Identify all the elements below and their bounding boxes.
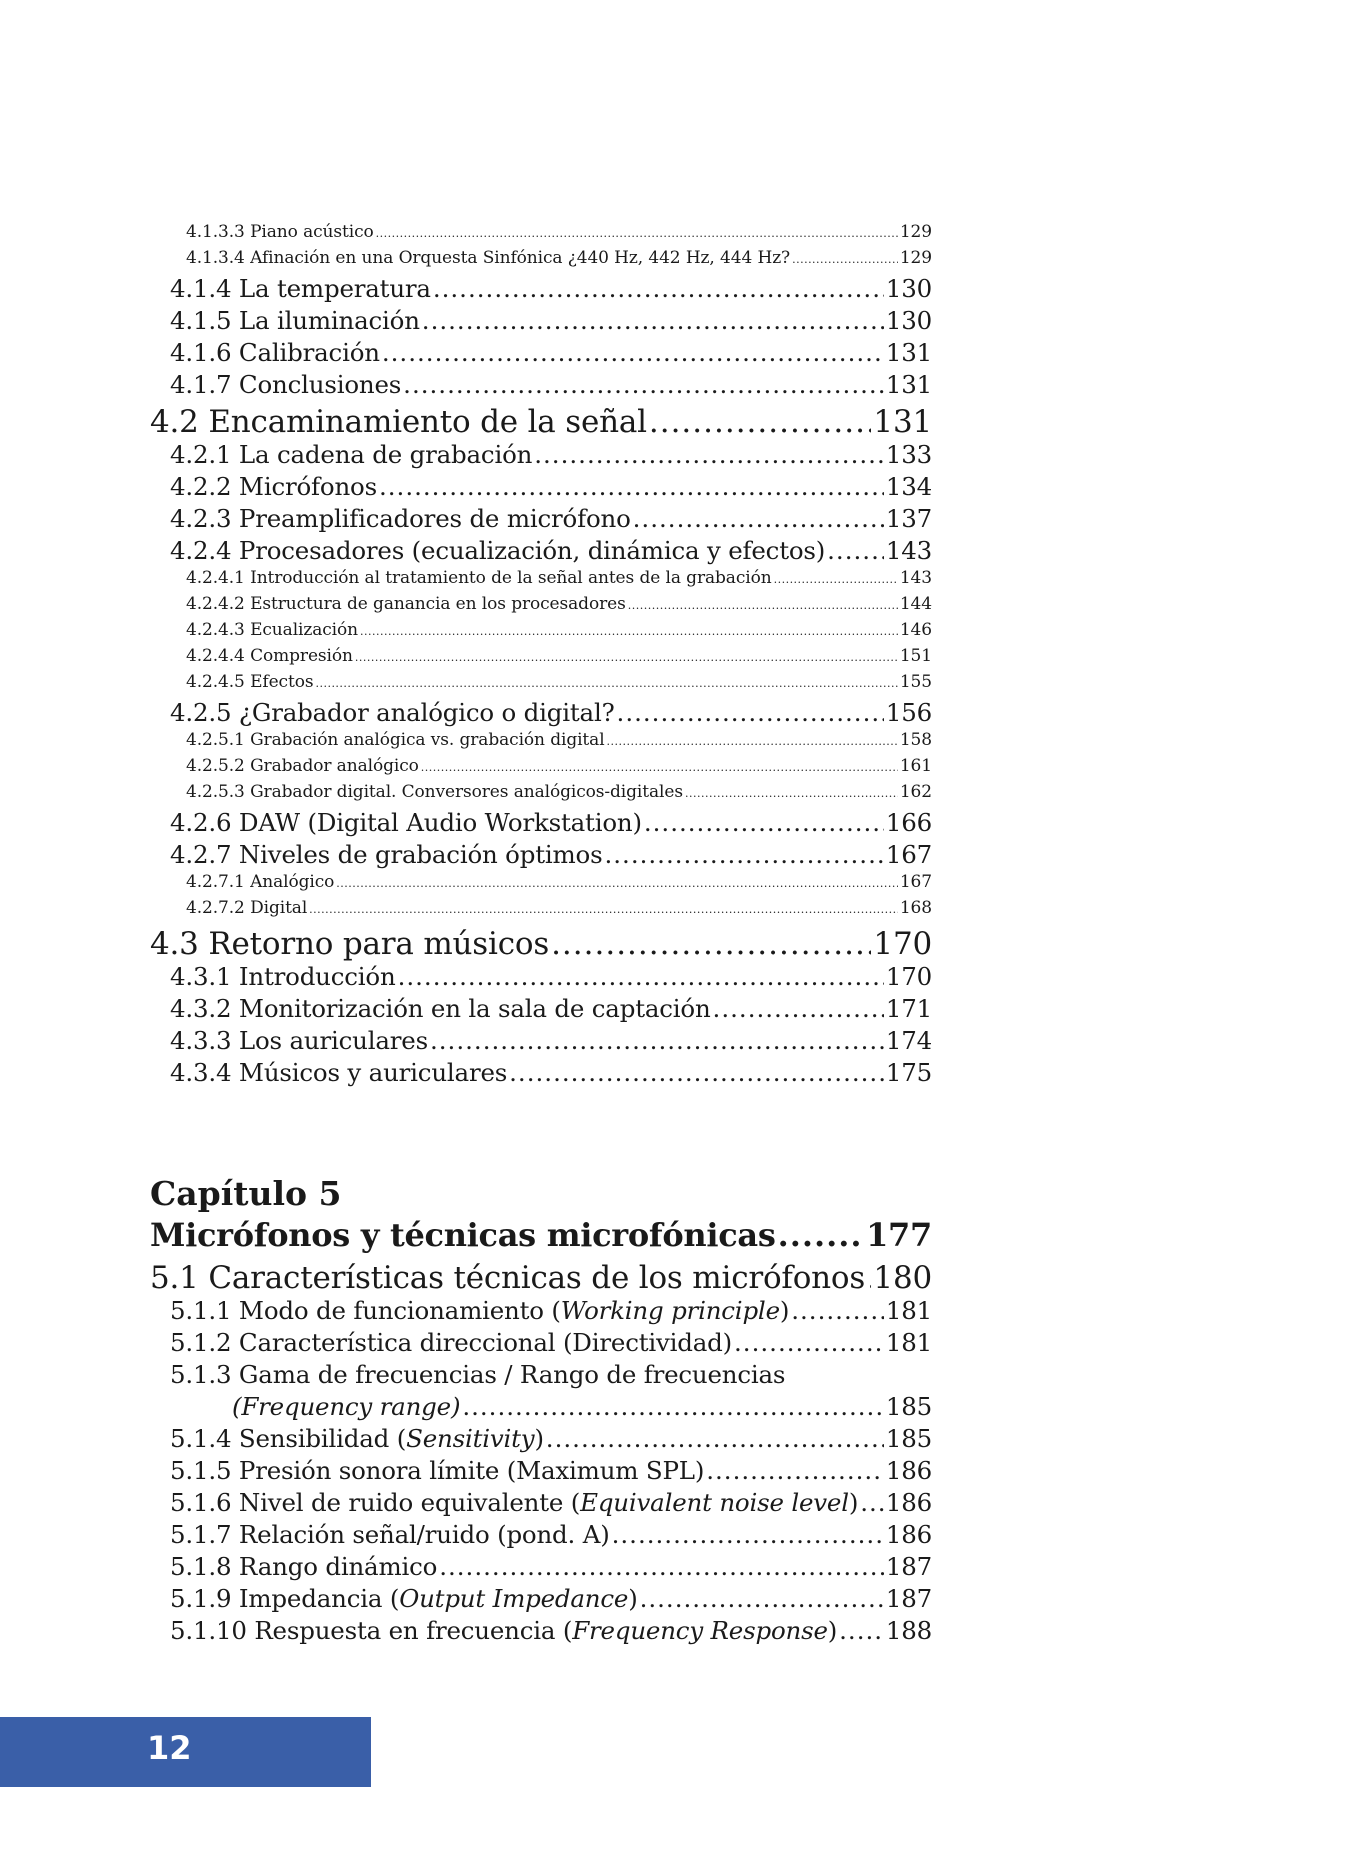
toc-entry[interactable] [150, 248, 932, 274]
toc-entry[interactable] [150, 370, 932, 402]
dot-leader [336, 877, 898, 890]
toc-entry-page: 161 [899, 756, 932, 776]
toc-entry[interactable] [150, 504, 932, 536]
toc-entry-title: 4.2.7.1 Analógico [186, 872, 335, 892]
toc-entry-page: 162 [899, 782, 932, 802]
toc-entry-title: 5.1 Características técnicas de los micrófonos [150, 1260, 866, 1296]
toc-entry[interactable] [150, 594, 932, 620]
toc-entry-title: 4.2.4 Procesadores (ecualización, dinámica y efectos) [170, 536, 826, 565]
dot-leader [778, 1216, 865, 1254]
toc-entry-page: 158 [899, 730, 932, 750]
toc-entry[interactable] [150, 898, 932, 924]
dot-leader [421, 761, 898, 774]
dot-leader [355, 651, 898, 664]
toc-entry[interactable] [150, 1520, 932, 1552]
toc-entry-page: 134 [885, 472, 932, 501]
toc-entry-title: 4.3 Retorno para músicos [150, 926, 550, 962]
dot-leader [398, 962, 884, 991]
toc-entry[interactable] [150, 274, 932, 306]
dot-leader [734, 1328, 884, 1357]
dot-leader [685, 787, 898, 800]
dot-leader [509, 1058, 884, 1087]
toc-entry-page: 129 [899, 222, 932, 242]
dot-leader [430, 1026, 884, 1055]
chapter-page: 177 [866, 1216, 932, 1254]
toc-entry[interactable] [150, 926, 932, 962]
toc-entry-title: 5.1.7 Relación señal/ruido (pond. A) [170, 1520, 610, 1549]
toc-entry[interactable] [150, 568, 932, 594]
toc-entry-title: 4.2 Encaminamiento de la señal [150, 404, 647, 440]
toc-entry[interactable] [150, 1260, 932, 1296]
toc-entry-title: 5.1.10 Respuesta en frecuencia (Frequency Response) [170, 1616, 838, 1645]
dot-leader [422, 306, 884, 335]
toc-entry[interactable] [150, 730, 932, 756]
toc-entry[interactable] [150, 1360, 932, 1392]
dot-leader [706, 1456, 884, 1485]
toc-entry-title: 4.2.4.4 Compresión [186, 646, 353, 666]
dot-leader [774, 573, 898, 586]
toc-entry-page: 188 [885, 1616, 932, 1645]
dot-leader [791, 1296, 884, 1325]
toc-entry-title: 4.3.4 Músicos y auriculares [170, 1058, 508, 1087]
dot-leader [649, 404, 872, 440]
toc-entry-page: 131 [873, 404, 932, 440]
dot-leader [860, 1488, 884, 1517]
toc-entry-title: 4.2.7.2 Digital [186, 898, 308, 918]
toc-entry-page: 129 [899, 248, 932, 268]
toc-entry-page: 171 [885, 994, 932, 1023]
dot-leader [839, 1616, 884, 1645]
toc-entry[interactable] [150, 698, 932, 730]
toc-entry-title: 4.2.4.2 Estructura de ganancia en los procesadores [186, 594, 626, 614]
toc-entry-title: 4.1.3.4 Afinación en una Orquesta Sinfónica ¿440 Hz, 442 Hz, 444 Hz? [186, 248, 791, 268]
toc-entry-page: 144 [899, 594, 932, 614]
toc-entry[interactable] [150, 1058, 932, 1090]
toc-entry[interactable] [150, 472, 932, 504]
toc-entry[interactable] [150, 620, 932, 646]
toc-entry-page: 137 [885, 504, 932, 533]
dot-leader [551, 926, 871, 962]
toc-entry[interactable] [150, 782, 932, 808]
toc-entry-title: 4.2.7 Niveles de grabación óptimos [170, 840, 603, 869]
dot-leader [607, 735, 898, 748]
page-number-box [0, 1717, 371, 1787]
toc-entry-title: 4.3.2 Monitorización en la sala de captación [170, 994, 711, 1023]
toc-entry-page: 180 [873, 1260, 932, 1296]
toc-entry[interactable] [150, 994, 932, 1026]
toc-entry-title: 4.1.7 Conclusiones [170, 370, 402, 399]
toc-entry[interactable] [150, 1616, 932, 1648]
toc-entry-page: 151 [899, 646, 932, 666]
toc-entry-title: 5.1.6 Nivel de ruido equivalente (Equivalent noise level) [170, 1488, 859, 1517]
dot-leader [534, 440, 884, 469]
dot-leader [792, 253, 898, 266]
toc-entry[interactable] [150, 646, 932, 672]
toc-entry-page: 170 [885, 962, 932, 991]
dot-leader [376, 227, 898, 240]
chapter-label: Capítulo 5 [150, 1174, 342, 1213]
toc-entry[interactable] [150, 1328, 932, 1360]
toc-entry-title: 4.2.6 DAW (Digital Audio Workstation) [170, 808, 642, 837]
toc-entry-page: 186 [885, 1488, 932, 1517]
toc-entry-page: 131 [885, 370, 932, 399]
toc-entry-title: 4.3.3 Los auriculares [170, 1026, 428, 1055]
dot-leader [403, 370, 884, 399]
toc-list [150, 222, 932, 1090]
toc-entry-page: 167 [885, 840, 932, 869]
toc-entry-page: 187 [885, 1552, 932, 1581]
toc-entry[interactable] [150, 808, 932, 840]
toc-entry-title: 4.1.3.3 Piano acústico [186, 222, 374, 242]
toc-entry-title: 4.2.4.3 Ecualización [186, 620, 359, 640]
dot-leader [309, 903, 898, 916]
toc-entry-title: 5.1.1 Modo de funcionamiento (Working principle) [170, 1296, 790, 1325]
toc-entry[interactable] [150, 872, 932, 898]
toc-entry-title: 5.1.2 Característica direccional (Directividad) [170, 1328, 733, 1357]
toc-entry-title: 4.2.5.2 Grabador analógico [186, 756, 419, 776]
toc-entry-title: 4.1.4 La temperatura [170, 274, 431, 303]
toc-entry[interactable] [150, 222, 932, 248]
toc-entry-title: 5.1.3 Gama de frecuencias / Rango de frecuencias [170, 1360, 786, 1389]
toc-entry-page: 143 [899, 568, 932, 588]
toc-entry-title: 5.1.4 Sensibilidad (Sensitivity) [170, 1424, 544, 1453]
toc-entry[interactable] [150, 756, 932, 782]
dot-leader [360, 625, 898, 638]
toc-entry[interactable] [150, 672, 932, 698]
dot-leader [612, 1520, 884, 1549]
toc-entry-title: 4.2.5 ¿Grabador analógico o digital? [170, 698, 615, 727]
toc-entry-page: 167 [899, 872, 932, 892]
toc-entry-page: 156 [885, 698, 932, 727]
chapter-title-entry[interactable] [150, 1216, 932, 1258]
dot-leader [433, 274, 884, 303]
dot-leader [462, 1392, 884, 1421]
toc-entry[interactable] [150, 962, 932, 994]
toc-entry-title: 5.1.8 Rango dinámico [170, 1552, 438, 1581]
dot-leader [640, 1584, 884, 1613]
dot-leader [628, 599, 898, 612]
toc-entry[interactable] [150, 1424, 932, 1456]
dot-leader [604, 840, 883, 869]
toc-entry[interactable] [150, 1392, 932, 1424]
toc-entry-page: 185 [885, 1424, 932, 1453]
toc-entry[interactable] [150, 1488, 932, 1520]
toc-entry[interactable] [150, 1296, 932, 1328]
toc-entry-page: 175 [885, 1058, 932, 1087]
dot-leader [827, 536, 884, 565]
toc-entry-page: 146 [899, 620, 932, 640]
dot-leader [633, 504, 884, 533]
dot-leader [644, 808, 884, 837]
toc-entry[interactable] [150, 536, 932, 568]
toc-entry[interactable] [150, 440, 932, 472]
dot-leader [713, 994, 884, 1023]
dot-leader [382, 338, 884, 367]
chapter-title: Micrófonos y técnicas microfónicas [150, 1216, 776, 1254]
toc-entry-page: 170 [873, 926, 932, 962]
toc-entry-title: 4.2.4.1 Introducción al tratamiento de la señal antes de la grabación [186, 568, 772, 588]
toc-entry-title: 4.2.3 Preamplificadores de micrófono [170, 504, 631, 533]
toc-entry[interactable] [150, 1026, 932, 1058]
dot-leader [315, 677, 897, 690]
toc-entry-page: 185 [885, 1392, 932, 1421]
toc-entry[interactable] [150, 404, 932, 440]
toc-entry-page: 187 [885, 1584, 932, 1613]
dot-leader [546, 1424, 884, 1453]
toc-entry-title: 4.2.5.1 Grabación analógica vs. grabación digital [186, 730, 605, 750]
toc-entry-page: 133 [885, 440, 932, 469]
toc-entry-title: 4.1.6 Calibración [170, 338, 380, 367]
dot-leader [617, 698, 884, 727]
toc-entry-page: 181 [885, 1296, 932, 1325]
toc-entry-page: 131 [885, 338, 932, 367]
toc-entry-title: 4.2.2 Micrófonos [170, 472, 377, 501]
table-of-contents [150, 222, 932, 1648]
dot-leader [379, 472, 884, 501]
toc-entry-title: 4.2.1 La cadena de grabación [170, 440, 533, 469]
toc-entry-page: 168 [899, 898, 932, 918]
toc-entry-title: 4.1.5 La iluminación [170, 306, 420, 335]
toc-entry-page: 174 [885, 1026, 932, 1055]
toc-entry-page: 143 [885, 536, 932, 565]
toc-entry[interactable] [150, 1584, 932, 1616]
dot-leader [439, 1552, 884, 1581]
toc-entry[interactable] [150, 1552, 932, 1584]
toc-entry[interactable] [150, 338, 932, 370]
toc-entry[interactable] [150, 306, 932, 338]
toc-entry-title: (Frequency range) [232, 1392, 461, 1421]
chapter-5-block [150, 1174, 932, 1648]
page-number: 12 [147, 1729, 192, 1767]
dot-leader [867, 1260, 871, 1296]
toc-entry[interactable] [150, 840, 932, 872]
toc-entry-title: 5.1.9 Impedancia (Output Impedance) [170, 1584, 638, 1613]
toc-entry-page: 186 [885, 1520, 932, 1549]
chapter-5-entries [150, 1260, 932, 1648]
toc-entry-title: 4.2.4.5 Efectos [186, 672, 314, 692]
toc-entry[interactable] [150, 1456, 932, 1488]
toc-entry-page: 186 [885, 1456, 932, 1485]
toc-entry-page: 130 [885, 306, 932, 335]
toc-entry-page: 155 [899, 672, 932, 692]
toc-entry-title: 4.2.5.3 Grabador digital. Conversores analógicos-digitales [186, 782, 683, 802]
toc-entry-title: 5.1.5 Presión sonora límite (Maximum SPL) [170, 1456, 705, 1485]
toc-entry-page: 181 [885, 1328, 932, 1357]
toc-entry-title: 4.3.1 Introducción [170, 962, 396, 991]
toc-entry-page: 130 [885, 274, 932, 303]
toc-entry-page: 166 [885, 808, 932, 837]
